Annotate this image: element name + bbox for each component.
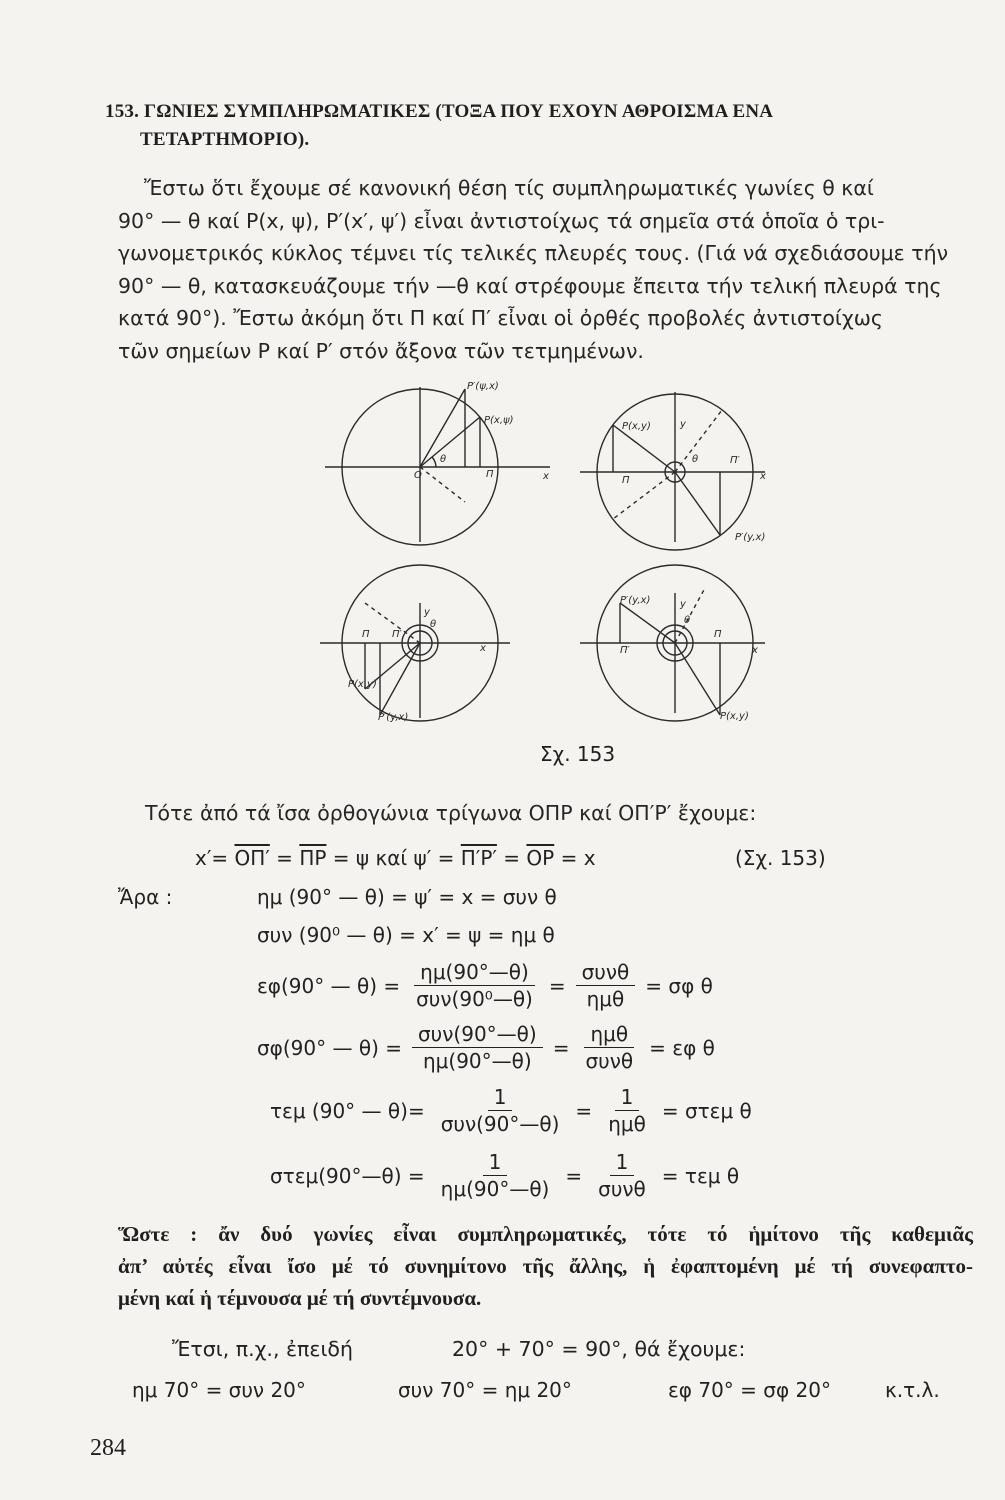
then-paragraph (145, 797, 993, 830)
intro-line: Ἔστω ὅτι ἔχουμε σέ κανονική θέση τίς συμπληρωματικές γωνίες θ καί (144, 176, 874, 200)
page-number: 284 (90, 1435, 126, 1461)
label-p4theta: θ (684, 615, 691, 626)
label-p1theta: θ (440, 454, 447, 465)
figure-reference: (Σχ. 153) (735, 846, 826, 870)
then-line: Τότε ἀπό τά ἴσα ὀρθογώνια τρίγωνα ΟΠΡ καί ΟΠ′Ρ′ ἔχουμε: (145, 801, 757, 825)
equation-sin: ημ (90° — θ) = ψ′ = x = συν θ (257, 885, 557, 909)
label-p1pi: Π (486, 469, 494, 480)
example-row-3: εφ 70° = σφ 20° (668, 1378, 831, 1402)
label-p1: P′(ψ,x) (467, 381, 499, 392)
label-p4y: y (680, 599, 686, 610)
label-p2: P(x,y) (622, 421, 651, 432)
figure-153 (320, 375, 790, 745)
label-p2pi: Π (622, 475, 630, 486)
label-p4pi: Π (714, 629, 722, 640)
intro-line: 90° — θ καί P(x, ψ), P′(x′, ψ′) εἶναι ἀντιστοίχως τά σημεῖα στά ὁποῖα ὁ τρι- (118, 208, 885, 233)
label-p3: P(x,y) (348, 679, 377, 690)
label-p2pi2: Π′ (730, 455, 740, 466)
heading-line-2: ΤΕΤΑΡΤΗΜΟΡΙΟ). (140, 129, 310, 150)
example-intro: Ἔτσι, π.χ., ἐπειδή (172, 1337, 353, 1361)
label-p3x: x (480, 643, 486, 654)
figure-caption: Σχ. 153 (540, 742, 616, 766)
label-p3theta: θ (430, 619, 437, 630)
diagram-quadrant-4 (580, 565, 765, 721)
equation-cot: σφ(90° — θ) = $\frac{\text{συν(90°—θ)}}{\eta\mu(90^\circ—\theta)}$ = $\frac{\text{ημθ}}{\text{συνθ}}$ = εφ θ (257, 1022, 715, 1073)
equation-sec: τεμ (90° — θ)= $\frac{1}{\text{συν(90°—θ)}}$ = $\frac{1}{\text{ημθ}}$ = στεμ θ (270, 1085, 752, 1136)
label-p1b: P(x,ψ) (484, 415, 514, 426)
section-heading (105, 98, 905, 154)
main-equation: $x'= O\Pi' = \overline{\Pi P} = \psi$ καί $\psi' = \Pi'P' = \overline{OP} = x$ (195, 846, 596, 870)
label-p4x: x (752, 645, 758, 656)
label-p1x: x (543, 471, 549, 482)
equation-tan: εφ(90° — θ) = $\frac{\eta\mu(90^\circ—\theta)}{\text{συν(90⁰—θ)}}$ = $\frac{\text{συνθ}}{\text{ημθ}}$ = σφ θ (257, 960, 713, 1011)
diagram-quadrant-1 (325, 387, 550, 545)
label-p4b: P(x,y) (720, 711, 749, 722)
intro-line: κατά 90°). Ἔστω ἀκόμη ὅτι Π καί Π′ εἶναι οἱ ὀρθές προβολές ἀντιστοίχως (118, 306, 883, 330)
equation-cos: συν (90⁰ — θ) = x′ = ψ = ημ θ (257, 923, 555, 947)
diagram-quadrant-2 (580, 392, 765, 550)
label-p2b: P′(y,x) (735, 532, 766, 543)
conclusion-paragraph (118, 1218, 973, 1314)
intro-line: 90° — θ, κατασκευάζουμε τήν —θ καί στρέφουμε ἔπειτα τήν τελική πλευρά της (118, 273, 942, 298)
example-etc: κ.τ.λ. (885, 1378, 940, 1402)
label-p2y: y (680, 419, 686, 430)
heading-line-1: 153. ΓΩΝΙΕΣ ΣΥΜΠΛΗΡΩΜΑΤΙΚΕΣ (ΤΟΞΑ ΠΟΥ ΕΧΟΥΝ ΑΘΡΟΙΣΜΑ ΕΝΑ (105, 101, 774, 122)
label-p4: P′(y,x) (620, 595, 651, 606)
conclusion-line: ἀπ’ αὐτές εἶναι ἴσο μέ τό συνημίτονο τῆς ἄλλης, ἡ ἐφαπτομένη μέ τή συνεφαπτο- (118, 1254, 973, 1278)
label-p3pi: Π (362, 629, 370, 640)
ara-label: Ἄρα : (118, 885, 173, 909)
label-p4pi2: Π′ (620, 645, 630, 656)
conclusion-line: μένη καί ἡ τέμνουσα μέ τή συντέμνουσα. (118, 1286, 482, 1310)
label-p3b: P′(y,x) (378, 712, 409, 723)
label-p3pi2: Π′ (392, 629, 402, 640)
intro-line: τῶν σημείων P καί P′ στόν ἄξονα τῶν τετμημένων. (118, 338, 644, 363)
label-p2theta: θ (692, 454, 699, 465)
label-p2x: x (760, 471, 766, 482)
label-p1o: O (414, 470, 422, 481)
intro-line: γωνομετρικός κύκλος τέμνει τίς τελικές πλευρές τους. (Γιά νά σχεδιάσουμε τήν (118, 241, 949, 265)
label-p3y: y (424, 607, 430, 618)
conclusion-line: Ὥστε : ἄν δυό γωνίες εἶναι συμπληρωματικές, τότε τό ἡμίτονο τῆς καθεμιᾶς (118, 1222, 973, 1246)
intro-paragraph (118, 172, 966, 367)
example-row-2: συν 70° = ημ 20° (398, 1378, 572, 1402)
example-sum: 20° + 70° = 90°, θά ἔχουμε: (452, 1337, 746, 1361)
example-row-1: ημ 70° = συν 20° (132, 1378, 306, 1402)
equation-csc: στεμ(90°—θ) = $\frac{1}{\eta\mu(90^\circ—\theta)}$ = $\frac{1}{\text{συνθ}}$ = τεμ θ (270, 1150, 740, 1201)
